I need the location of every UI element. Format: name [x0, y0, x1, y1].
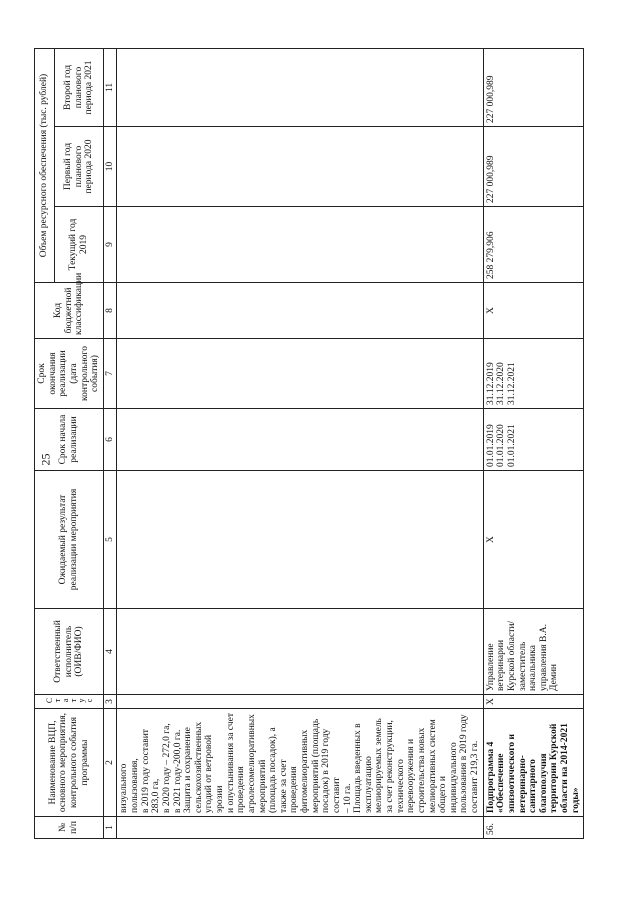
- cell-empty: [117, 409, 483, 471]
- cell-empty: [117, 283, 483, 339]
- page-number: 25: [38, 453, 53, 466]
- cell-status: X: [483, 695, 584, 709]
- cell-empty: [117, 609, 483, 695]
- cell-cur-year: 258 279,906: [483, 207, 584, 283]
- header-start: Срок начала реализации: [35, 409, 104, 471]
- cell-kbk: X: [483, 283, 584, 339]
- header-plan2: Второй год планового периода 2021: [55, 48, 103, 126]
- header-kbk: Код бюджетной классификации: [35, 283, 104, 339]
- header-end: Срок окончания реализации (дата контрольного события): [35, 339, 104, 409]
- cell-empty: [117, 207, 483, 283]
- cell-plan1: 227 000,989: [483, 127, 584, 207]
- col-num: 3: [103, 695, 117, 709]
- header-cur-year: Текущий год 2019: [55, 207, 103, 283]
- col-num: 4: [103, 609, 117, 695]
- col-num: 11: [103, 48, 117, 126]
- cell-empty: [117, 48, 483, 126]
- table-row-56: [483, 48, 584, 838]
- header-executor: Ответственный исполнитель (ОИВ/ФИО): [35, 609, 104, 695]
- cell-executor: Управление ветеринарии Курской области/заместитель начальника управления В.А. Демин: [483, 609, 584, 695]
- cell-empty: [117, 695, 483, 709]
- column-number-row: [103, 48, 117, 838]
- header-plan1: Первый год планового периода 2020: [55, 127, 103, 207]
- cell-name-continuation: визуального полызования, в 2019 году составит 283,0 га, в 2020 году – 272,0 га, в 2021 году-200,0 га. Защита и сохранение сельскохозяйственных угодий от ветровой эрозии и опустынивания за счет проведения агролесомелиоративных мероприятий (площадь посадок), а также за счет проведения фитомелиоративных мероприятий (площадь посадок) в 2019 году составит – 10 га. Площадь введенных в эксплуатацию мелиорируемых земель за счет реконструкции, технического перевооружения и строительства новых мелиоративных систем общего и индивидуального пользования в 2019 году составит 219,3 га.: [117, 709, 483, 817]
- cell-plan2: 227 000,989: [483, 48, 584, 126]
- cell-start: 01.01.2019 01.01.2020 01.01.2021: [483, 409, 584, 471]
- col-num: 2: [103, 709, 117, 817]
- header-result: Ожидаемый результат реализации мероприятия: [35, 471, 104, 609]
- header-no: № п/п: [35, 817, 104, 839]
- col-num: 9: [103, 207, 117, 283]
- cell-name: Подпрограмма 4 «Обеспечение эпизоотического и ветеринарно-санитарного благополучия территории Курской области на 2014-2021 годы»: [483, 709, 584, 817]
- col-num: 8: [103, 283, 117, 339]
- col-num: 1: [103, 817, 117, 839]
- col-num: 10: [103, 127, 117, 207]
- cell-end: 31.12.2019 31.12.2020 31.12.2021: [483, 339, 584, 409]
- rotated-table-container: [34, 49, 626, 839]
- col-num: 6: [103, 409, 117, 471]
- cell-empty: [117, 471, 483, 609]
- table-row-continuation: [117, 48, 483, 838]
- cell-result: X: [483, 471, 584, 609]
- header-row-1: [35, 48, 55, 838]
- col-num: 7: [103, 339, 117, 409]
- header-name: Наименование ВЦП, основного мероприятия, контрольного события программы: [35, 709, 104, 817]
- header-funding: Объем ресурсного обеспечения (тыс. рублей): [35, 48, 55, 282]
- col-num: 5: [103, 471, 117, 609]
- cell-empty: [117, 339, 483, 409]
- header-status: Статус: [35, 695, 104, 709]
- program-table: [34, 48, 584, 839]
- cell-empty: [117, 127, 483, 207]
- cell-no: 56.: [483, 817, 584, 839]
- cell-no: [117, 817, 483, 839]
